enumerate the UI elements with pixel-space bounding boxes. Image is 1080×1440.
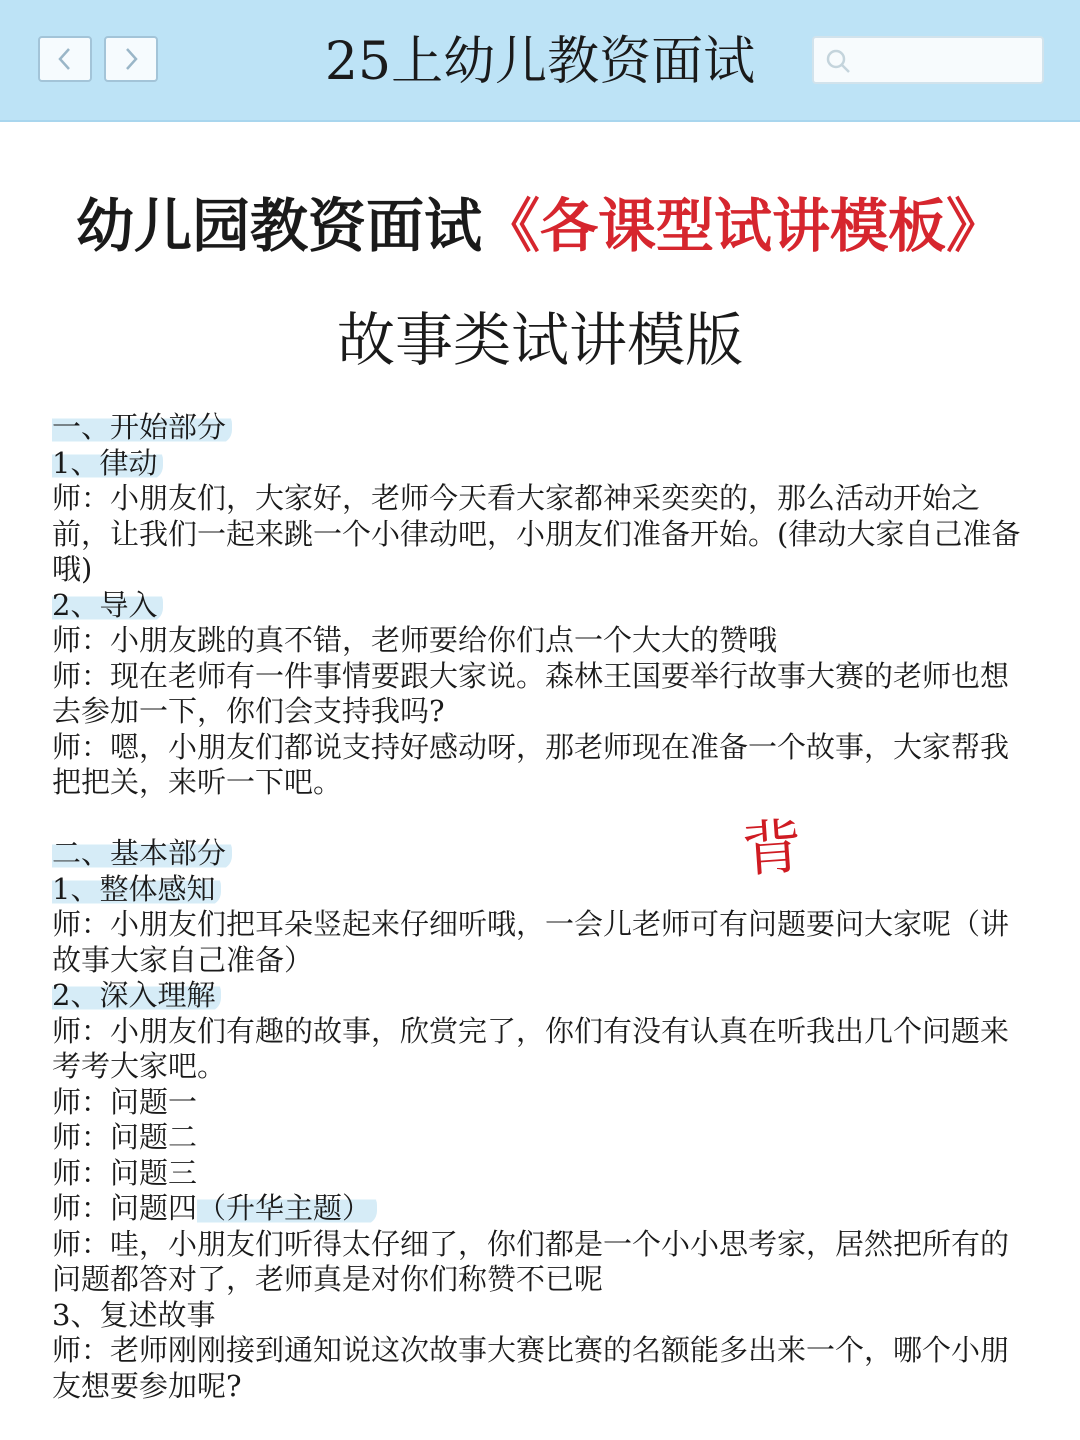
paragraph: 师：小朋友们有趣的故事，欣赏完了，你们有没有认真在听我出几个问题来考考大家吧。 [52, 1013, 1010, 1083]
page-title: 25上幼儿教资面试 [324, 32, 756, 92]
subsection-heading: 3、复述故事 [52, 1297, 216, 1332]
search-input[interactable] [812, 36, 1044, 84]
stamp-recite: 背 [739, 811, 805, 887]
paragraph: 师：小朋友跳的真不错，老师要给你们点一个大大的赞哦 [52, 623, 778, 657]
chevron-left-icon [54, 46, 76, 72]
headline [0, 188, 1080, 264]
paragraph: 师：小朋友们把耳朵竖起来仔细听哦，一会儿老师可有问题要问大家呢（讲故事大家自己准备） [52, 907, 1010, 977]
search-icon [824, 47, 852, 75]
forward-button[interactable] [104, 36, 158, 82]
headline-red: 《各课型试讲模板》 [482, 192, 1005, 260]
question: 师：问题二 [52, 1120, 198, 1154]
subsection-heading: 2、深入理解 [52, 978, 1032, 1014]
back-button[interactable] [38, 36, 92, 82]
paragraph: 师：嗯，小朋友们都说支持好感动呀，那老师现在准备一个故事，大家帮我把把关，来听一下吧。 [52, 729, 1010, 799]
section-heading: 一、开始部分 [52, 410, 1032, 446]
question: 师：问题一 [52, 1084, 198, 1119]
chevron-right-icon [120, 46, 142, 72]
spacer [52, 801, 1032, 837]
question: 师：问题三 [52, 1155, 198, 1190]
question: 师：问题四（升华主题） [52, 1191, 1032, 1227]
subtitle: 故事类试讲模版 [336, 306, 743, 374]
paragraph: 师：小朋友们，大家好，老师今天看大家都神采奕奕的，那么活动开始之前，让我们一起来跳一个小律动吧，小朋友们准备开始。(律动大家自己准备哦) [52, 481, 1021, 586]
top-bar [0, 0, 1080, 122]
subsection-heading: 1、整体感知 [52, 872, 1032, 908]
subsection-heading: 1、律动 [52, 446, 1032, 482]
subsection-heading: 2、导入 [52, 588, 1032, 624]
paragraph: 师：哇，小朋友们听得太仔细了，你们都是一个小小思考家，居然把所有的问题都答对了，老师真是对你们称赞不已呢 [52, 1226, 1010, 1296]
paragraph: 师：老师刚刚接到通知说这次故事大赛比赛的名额能多出来一个，哪个小朋友想要参加呢? [52, 1333, 1010, 1403]
article-body [52, 410, 1032, 1404]
headline-black: 幼儿园教资面试 [75, 192, 482, 260]
paragraph: 师：现在老师有一件事情要跟大家说。森林王国要举行故事大赛的老师也想去参加一下，你们会支持我吗? [52, 658, 1010, 728]
section-heading: 二、基本部分 [52, 836, 1032, 872]
